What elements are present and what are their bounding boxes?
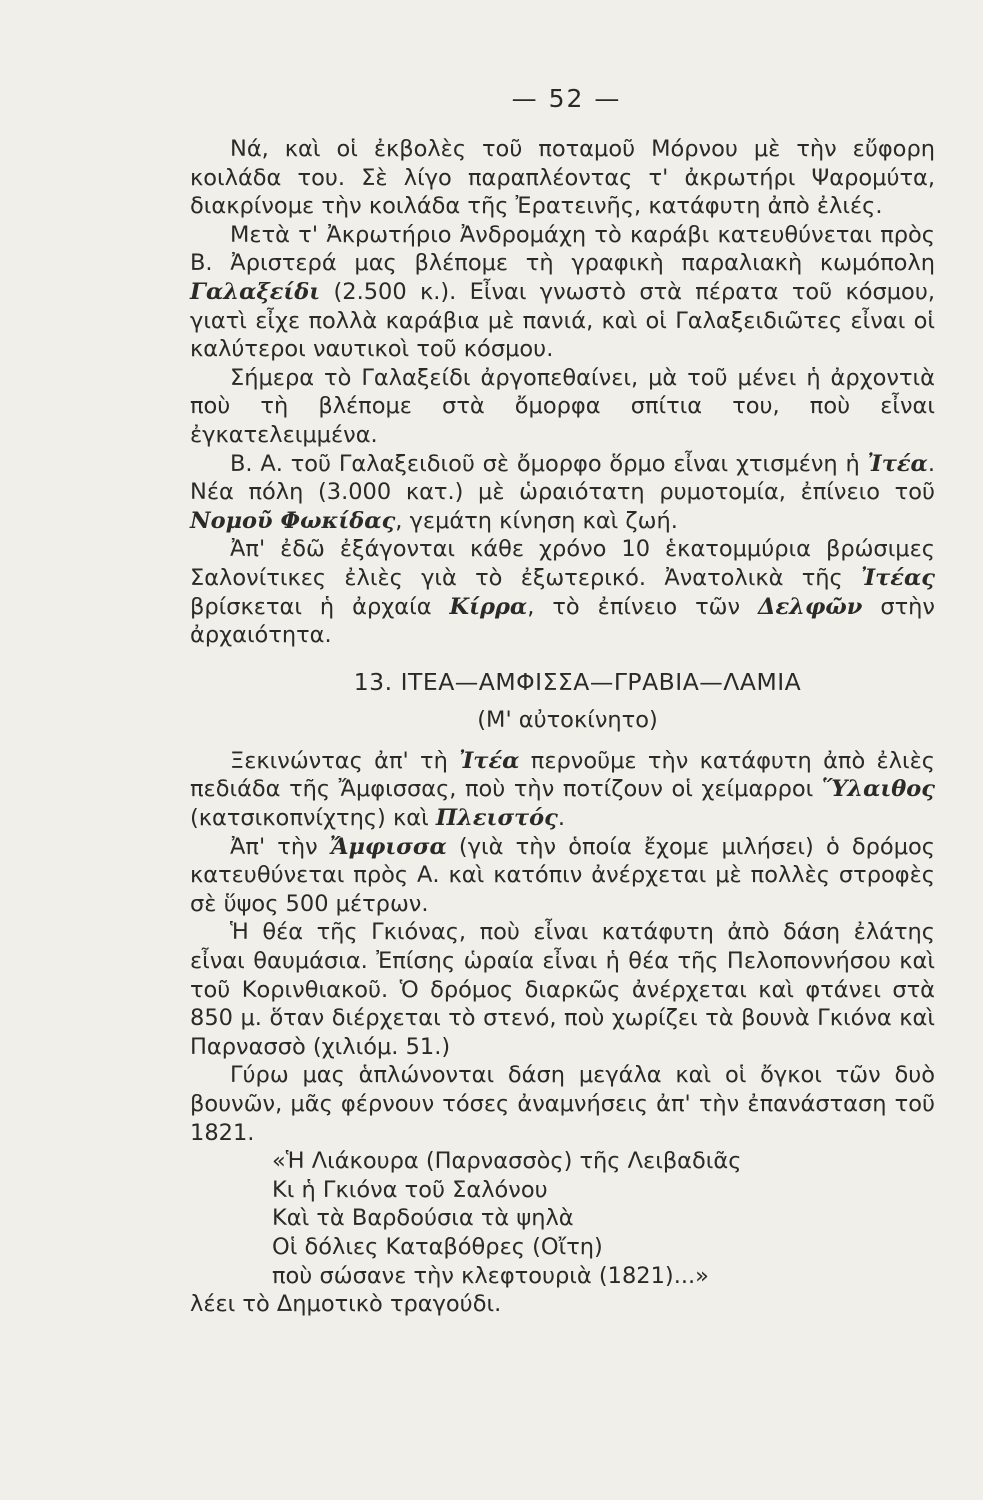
paragraph-8-text: Ἡ θέα τῆς Γκιόνας, ποὺ εἶναι κατάφυτη ἀπὸ δάση ἐλάτης εἶναι θαυμάσια. Ἐπίσης ὡραία εἶναι ἡ θέα τῆς Πελοποννήσου καὶ τοῦ Κορινθιακοῦ. Ὁ δρόμος διαρκῶς ἀνέρχεται καὶ φτάνει στὰ 850 μ. ὅταν διέρχεται τὸ στενό, ποὺ χωρίζει τὰ βουνὰ Γκιόνα καὶ Παρνασσὸ (χιλιόμ. 51.) <box>190 919 935 1060</box>
paragraph-8 <box>190 918 935 1061</box>
river-pleistos: Πλειστός <box>435 805 558 832</box>
paragraph-2 <box>190 221 935 364</box>
paragraph-5-text-d: στὴν ἀρχαιότητα. <box>190 593 935 649</box>
place-itea-2: Ἰτέα <box>459 747 520 774</box>
place-iteas: Ἰτέας <box>861 564 935 591</box>
paragraph-6-text-b: περνοῦμε τὴν κατάφυτη ἀπὸ ἐλιὲς πεδιάδα τῆς Ἄμφισσας, ποὺ τὴν ποτίζουν οἱ χείμαρροι <box>190 747 935 803</box>
page-number: — 52 — <box>511 84 622 113</box>
paragraph-4 <box>190 450 935 536</box>
paragraph-3 <box>190 364 935 450</box>
paragraph-9 <box>190 1061 935 1147</box>
paragraph-2-text-b: (2.500 κ.). Εἶναι γνωστὸ στὰ πέρατα τοῦ κόσμου, γιατὶ εἶχε πολλὰ καράβια μὲ πανιά, καὶ οἱ Γαλαξειδιῶτες εἶναι οἱ καλύτεροι ναυτικοὶ τοῦ κόσμου. <box>190 278 935 363</box>
closing-line: λέει τὸ Δημοτικὸ τραγούδι. <box>190 1291 502 1318</box>
paragraph-6 <box>190 747 935 833</box>
paragraph-2-text-a: Μετὰ τ' Ἀκρωτήριο Ἀνδρομάχη τὸ καράβι κατευθύνεται πρὸς Β. Ἀριστερά μας βλέπομε τὴ γραφικὴ παραλιακὴ κωμόπολη <box>190 221 935 277</box>
paragraph-6-text-a: Ξεκινώντας ἀπ' τὴ <box>230 747 460 774</box>
page-body <box>190 135 935 1319</box>
place-amfissa: Ἄμφισσα <box>329 833 447 860</box>
section-subheading: (Μ' αὐτοκίνητο) <box>477 707 658 734</box>
place-itea: Ἰτέα <box>867 450 928 477</box>
paragraph-6-text-d: . <box>557 805 566 832</box>
paragraph-5-text-b: βρίσκεται ἡ ἀρχαία <box>190 593 450 620</box>
paragraph-5 <box>190 535 935 649</box>
verse-line: Καὶ τὰ Βαρδούσια τὰ ψηλὰ <box>272 1205 574 1232</box>
paragraph-6-text-c: (κατσικοπνίχτης) καὶ <box>190 805 436 832</box>
verse-line: ποὺ σώσανε τὴν κλεφτουριὰ (1821)...» <box>272 1262 709 1289</box>
place-nomos-fokidas: Νομοῦ Φωκίδας <box>190 507 396 534</box>
paragraph-4-text-b: . Νέα πόλη (3.000 κατ.) μὲ ὡραιότατη ρυμοτομία, ἐπίνειο τοῦ <box>190 450 935 506</box>
paragraph-7-text-b: (γιὰ τὴν ὁποία ἔχομε μιλήσει) ὁ δρόμος κατευθύνεται πρὸς Α. καὶ κατόπιν ἀνέρχεται μὲ πολλὲς στροφὲς σὲ ὕψος 500 μέτρων. <box>190 833 935 917</box>
paragraph-3-text: Σήμερα τὸ Γαλαξείδι ἀργοπεθαίνει, μὰ τοῦ μένει ἡ ἀρχοντιὰ ποὺ τὴ βλέπομε στὰ ὄμορφα σπίτια του, ποὺ εἶναι ἐγκατελειμμένα. <box>190 364 935 448</box>
folk-song-verse <box>190 1147 935 1290</box>
river-ylaithos: Ὕλαιθος <box>821 776 935 803</box>
paragraph-9-text: Γύρω μας ἁπλώνονται δάση μεγάλα καὶ οἱ ὄγκοι τῶν δυὸ βουνῶν, μᾶς φέρνουν τόσες ἀναμνήσεις ἀπ' τὴν ἐπανάσταση τοῦ 1821. <box>190 1062 935 1146</box>
place-galaxidi: Γαλαξείδι <box>190 278 321 305</box>
verse-line: «Ἡ Λιάκουρα (Παρνασσὸς) τῆς Λειβαδιᾶς <box>272 1148 742 1175</box>
paragraph-7 <box>190 833 935 919</box>
paragraph-1-text: Νά, καὶ οἱ ἐκβολὲς τοῦ ποταμοῦ Μόρνου μὲ τὴν εὔφορη κοιλάδα του. Σὲ λίγο παραπλέοντας τ' ἀκρωτήρι Ψαρομύτα, διακρίνομε τὴν κοιλάδα τῆς Ἐρατεινῆς, κατάφυτη ἀπὸ ἐλιές. <box>190 136 935 220</box>
verse-line: Οἱ δόλιες Καταβόθρες (Οἴτη) <box>272 1233 603 1260</box>
paragraph-5-text-c: , τὸ ἐπίνειο τῶν <box>527 593 759 620</box>
paragraph-7-text-a: Ἀπ' τὴν <box>230 833 330 860</box>
verse-line: Κι ἡ Γκιόνα τοῦ Σαλόνου <box>272 1176 548 1203</box>
place-delfon: Δελφῶν <box>758 593 863 620</box>
paragraph-1 <box>190 135 935 221</box>
paragraph-4-text-a: Β. Α. τοῦ Γαλαξειδιοῦ σὲ ὄμορφο ὅρμο εἶναι χτισμένη ἡ <box>230 450 868 477</box>
paragraph-4-text-c: , γεμάτη κίνηση καὶ ζωή. <box>395 507 678 534</box>
section-heading: 13. ΙΤΕΑ—ΑΜΦΙΣΣΑ—ΓΡΑΒΙΑ—ΛΑΜΙΑ <box>353 667 802 696</box>
place-kirra: Κίρρα <box>449 593 528 620</box>
paragraph-5-text-a: Ἀπ' ἐδῶ ἐξάγονται κάθε χρόνο 10 ἑκατομμύρια βρώσιμες Σαλονίτικες ἐλιὲς γιὰ τὸ ἐξωτερικό. Ἀνατολικὰ τῆς <box>190 536 935 591</box>
